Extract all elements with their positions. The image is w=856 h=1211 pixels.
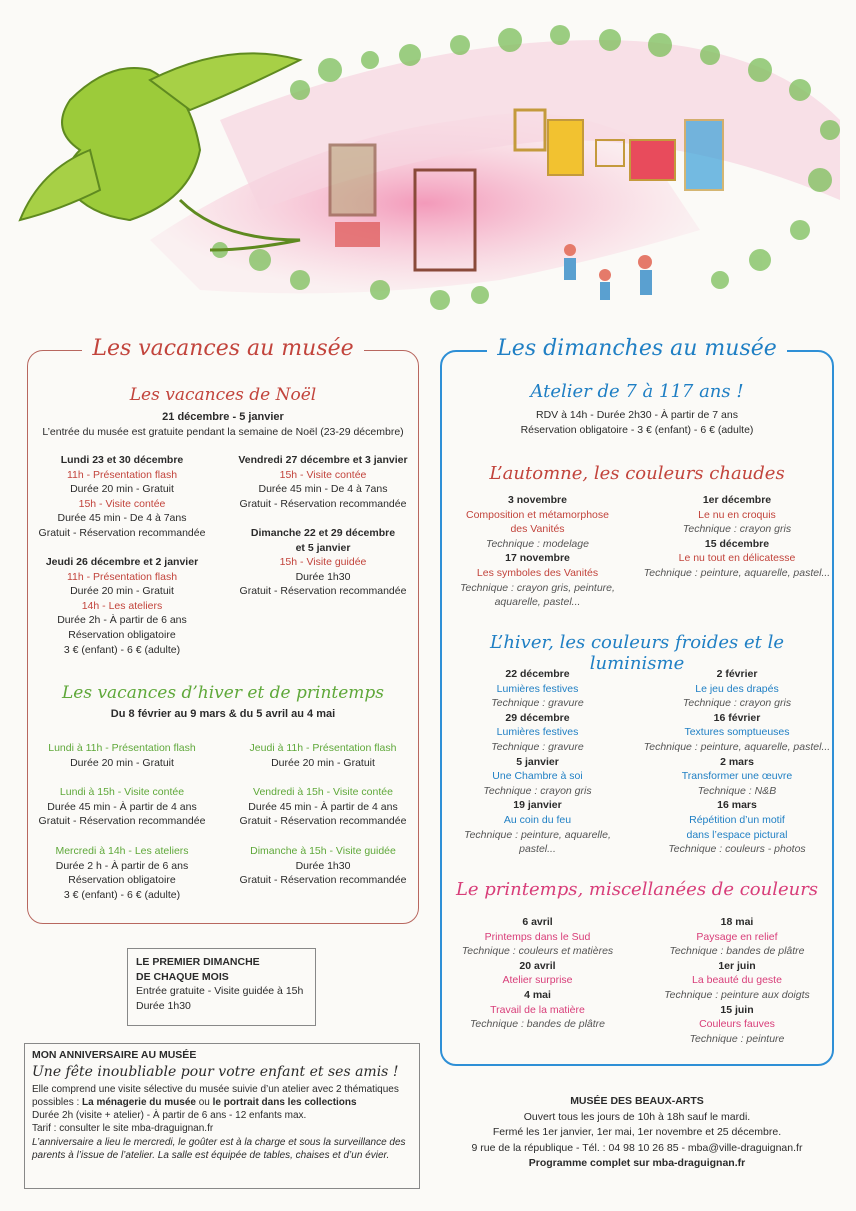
anniv-line3: Durée 2h (visite + atelier) - À partir de 6 ans - 12 enfants max. <box>32 1110 307 1122</box>
block-line: Gratuit - Réservation recommandée <box>239 815 407 828</box>
session-technique: Technique : gravure <box>491 740 584 753</box>
session-technique: aquarelle, pastel... <box>494 596 581 609</box>
session-date: 19 janvier <box>513 799 562 812</box>
session-date: 2 mars <box>720 755 754 768</box>
premier-dimanche-box <box>127 948 316 1026</box>
session-name: Travail de la matière <box>490 1003 585 1016</box>
block-heading: et 5 janvier <box>295 541 351 554</box>
session-technique: Technique : couleurs - photos <box>668 843 806 856</box>
session-date: 15 juin <box>720 1003 754 1016</box>
session-name: Le nu tout en délicatesse <box>678 552 796 565</box>
block-line: Lundi à 11h - Présentation flash <box>48 742 196 754</box>
session-technique: Technique : bandes de plâtre <box>669 945 805 958</box>
block-line: Gratuit - Réservation recommandée <box>239 874 407 887</box>
printemps-right-col <box>642 915 832 1046</box>
museum-info <box>440 1094 834 1172</box>
hiver-block <box>27 844 217 902</box>
premier-line2: Durée 1h30 <box>136 999 191 1012</box>
hiver-block <box>228 741 418 770</box>
premier-title1: LE PREMIER DIMANCHE <box>136 956 260 968</box>
hiver-block <box>228 844 418 888</box>
anniv-l2c: ou <box>195 1096 213 1108</box>
session-name: Au coin du feu <box>503 813 572 826</box>
session-technique: Technique : crayon gris, peinture, <box>460 581 615 594</box>
session-name: Transformer une œuvre <box>681 770 793 783</box>
session-technique: Technique : modelage <box>486 537 589 550</box>
dimanches-title: Les dimanches au musée <box>487 336 787 361</box>
block-line: 3 € (enfant) - 6 € (adulte) <box>63 643 181 656</box>
block-line: Jeudi à 11h - Présentation flash <box>249 742 397 754</box>
hiver-dates: Du 8 février au 9 mars & du 5 avril au 4 mai <box>110 708 336 720</box>
premier-line1: Entrée gratuite - Visite guidée à 15h <box>136 985 304 998</box>
session-name: Le jeu des drapés <box>695 682 779 695</box>
session-name: Printemps dans le Sud <box>484 930 591 943</box>
hiver-dim-left-col <box>445 667 630 857</box>
noel-block-lundi <box>27 453 217 541</box>
block-line: Dimanche à 15h - Visite guidée <box>250 845 396 857</box>
atelier-title: Atelier de 7 à 117 ans ! <box>530 381 744 402</box>
session-technique: Technique : peinture, aquarelle, pastel... <box>643 566 831 579</box>
museum-illustration <box>0 0 856 330</box>
block-line: Gratuit - Réservation recommandée <box>38 526 206 539</box>
session-technique: Technique : couleurs et matières <box>461 945 614 958</box>
anniv-l2b: La ménagerie du musée <box>82 1096 196 1108</box>
anniversaire-box <box>24 1043 420 1189</box>
session-date: 16 février <box>713 711 761 724</box>
atelier-section <box>440 381 834 437</box>
hiver-block <box>27 785 217 829</box>
atelier-line2: Réservation obligatoire - 3 € (enfant) - 6 € (adulte) <box>520 423 754 436</box>
session-date: 1er décembre <box>702 494 772 506</box>
session-name: Couleurs fauves <box>699 1018 775 1031</box>
block-line: Durée 1h30 <box>295 570 351 583</box>
automne-left-col <box>445 493 630 610</box>
atelier-line1: RDV à 14h - Durée 2h30 - À partir de 7 ans <box>536 409 738 421</box>
block-heading: Dimanche 22 et 29 décembre <box>250 527 396 539</box>
museum-line3: 9 rue de la république - Tél. : 04 98 10 26 85 - mba@ville-draguignan.fr <box>471 1141 803 1154</box>
anniv-line5: L’anniversaire a lieu le mercredi, le goûter est à la charge et sous la surveillance des <box>32 1136 406 1148</box>
block-line: 11h - Présentation flash <box>66 468 178 481</box>
automne-title: L’automne, les couleurs chaudes <box>489 463 785 484</box>
block-line: Réservation obligatoire <box>68 874 176 887</box>
hiver-dim-title: L’hiver, les couleurs froides et le luminisme <box>489 632 785 674</box>
session-name: Atelier surprise <box>502 974 573 987</box>
noel-block-dimanche <box>228 526 418 599</box>
noel-block-vendredi <box>228 453 418 511</box>
session-technique: Technique : peinture, aquarelle, pastel... <box>464 828 611 856</box>
automne-right-col <box>642 493 832 581</box>
noel-note: L’entrée du musée est gratuite pendant la semaine de Noël (23-29 décembre) <box>42 425 404 438</box>
session-name: Le nu en croquis <box>698 508 776 521</box>
block-line: 15h - Visite contée <box>279 468 367 481</box>
session-technique: Technique : peinture <box>689 1032 785 1045</box>
session-technique: Technique : peinture, aquarelle, pastel... <box>643 740 831 753</box>
dimanches-title-wrap <box>440 336 834 361</box>
block-line: 11h - Présentation flash <box>66 570 178 583</box>
session-date: 1er juin <box>718 959 756 972</box>
hiver-dim-right-col <box>642 667 832 857</box>
block-line: Durée 45 min - De 4 à 7ans <box>258 483 388 496</box>
session-technique: Technique : crayon gris <box>682 523 792 536</box>
museum-title: MUSÉE DES BEAUX-ARTS <box>570 1095 704 1107</box>
noel-title: Les vacances de Noël <box>129 385 317 405</box>
vacances-title: Les vacances au musée <box>82 336 363 361</box>
block-line: Lundi à 15h - Visite contée <box>59 786 185 798</box>
anniv-line1: Elle comprend une visite sélective du musée suivie d’un atelier avec 2 thématiques <box>32 1083 399 1095</box>
session-date: 20 avril <box>519 959 556 972</box>
block-line: Durée 2 h - À partir de 6 ans <box>55 859 189 872</box>
session-name: Composition et métamorphose <box>466 508 609 521</box>
block-line: Durée 2h - À partir de 6 ans <box>57 614 187 627</box>
block-line: Gratuit - Réservation recommandée <box>239 585 407 598</box>
museum-line4: Programme complet sur mba-draguignan.fr <box>528 1157 746 1169</box>
block-line: Durée 45 min - À partir de 4 ans <box>248 800 398 813</box>
block-line: Durée 20 min - Gratuit <box>70 756 174 769</box>
session-date: 4 mai <box>524 988 551 1001</box>
block-line: Durée 20 min - Gratuit <box>70 585 174 598</box>
session-date: 16 mars <box>717 799 757 812</box>
block-line: 15h - Visite guidée <box>279 556 367 569</box>
session-date: 29 décembre <box>505 711 570 724</box>
session-date: 18 mai <box>720 916 754 928</box>
session-name: La beauté du geste <box>692 974 782 987</box>
session-date: 3 novembre <box>508 494 567 506</box>
session-technique: Technique : crayon gris <box>682 697 792 710</box>
hiver-block <box>228 785 418 829</box>
session-technique: Technique : N&B <box>697 784 777 797</box>
museum-line1: Ouvert tous les jours de 10h à 18h sauf le mardi. <box>523 1110 751 1123</box>
session-name: Lumières festives <box>496 726 579 739</box>
block-line: Durée 20 min - Gratuit <box>70 483 174 496</box>
block-line: 15h - Visite contée <box>78 497 166 510</box>
session-name: Les symboles des Vanités <box>476 566 599 579</box>
block-line: 3 € (enfant) - 6 € (adulte) <box>63 888 181 901</box>
session-technique: Technique : bandes de plâtre <box>469 1018 606 1031</box>
premier-title2: DE CHAQUE MOIS <box>136 970 229 983</box>
block-line: Mercredi à 14h - Les ateliers <box>55 845 189 857</box>
block-line: Réservation obligatoire <box>68 628 176 641</box>
hiver-block <box>27 741 217 770</box>
block-line: Durée 45 min - De 4 à 7ans <box>57 512 187 525</box>
noel-dates: 21 décembre - 5 janvier <box>162 411 284 423</box>
block-line: Vendredi à 15h - Visite contée <box>253 786 393 798</box>
anniv-l2d: le portrait dans les collections <box>212 1096 357 1108</box>
session-name: Textures somptueuses <box>684 726 790 739</box>
block-line: Gratuit - Réservation recommandée <box>38 815 206 828</box>
block-heading: Vendredi 27 décembre et 3 janvier <box>238 454 408 466</box>
block-line: Durée 1h30 <box>295 859 351 872</box>
session-name: dans l’espace pictural <box>686 828 788 841</box>
printemps-title: Le printemps, miscellanées de couleurs <box>455 879 819 900</box>
museum-illustration-icon <box>0 0 856 330</box>
hiver-section <box>27 683 419 722</box>
printemps-left-col <box>445 915 630 1032</box>
block-heading: Jeudi 26 décembre et 2 janvier <box>45 556 199 568</box>
session-technique: Technique : gravure <box>491 697 584 710</box>
anniv-line4: Tarif : consulter le site mba-draguignan.fr <box>32 1123 214 1135</box>
anniv-line6: parents à l’issue de l’atelier. La salle est équipée de tables, chaises et d’un évier. <box>32 1150 390 1162</box>
session-date: 5 janvier <box>516 755 559 768</box>
session-technique: Technique : crayon gris <box>483 784 592 797</box>
block-line: Durée 45 min - À partir de 4 ans <box>47 800 197 813</box>
anniv-title: MON ANNIVERSAIRE AU MUSÉE <box>32 1049 197 1061</box>
session-name: Une Chambre à soi <box>492 770 583 783</box>
vacances-title-wrap <box>27 336 419 361</box>
session-name: des Vanités <box>510 523 565 536</box>
block-line: 14h - Les ateliers <box>81 599 163 612</box>
anniv-l2a: possibles : <box>32 1096 83 1108</box>
session-date: 22 décembre <box>505 668 570 680</box>
anniv-line2 <box>32 1096 412 1109</box>
session-date: 15 décembre <box>704 537 770 550</box>
block-line: Durée 20 min - Gratuit <box>271 756 375 769</box>
session-name: Lumières festives <box>496 682 579 695</box>
block-heading: Lundi 23 et 30 décembre <box>60 454 184 466</box>
anniv-script: Une fête inoubliable pour votre enfant et ses amis ! <box>32 1064 399 1081</box>
noel-block-jeudi <box>27 555 217 657</box>
session-technique: Technique : peinture aux doigts <box>664 988 810 1001</box>
session-date: 2 février <box>716 668 758 680</box>
session-date: 6 avril <box>522 916 553 928</box>
museum-line2: Fermé les 1er janvier, 1er mai, 1er novembre et 25 décembre. <box>492 1126 782 1138</box>
session-name: Paysage en relief <box>696 930 778 943</box>
printemps-title-wrap <box>440 879 834 900</box>
session-name: Répétition d’un motif <box>689 813 785 826</box>
noel-section <box>27 385 419 439</box>
block-line: Gratuit - Réservation recommandée <box>239 497 407 510</box>
hiver-title: Les vacances d’hiver et de printemps <box>61 683 385 703</box>
automne-title-wrap <box>440 463 834 484</box>
session-date: 17 novembre <box>505 552 570 565</box>
